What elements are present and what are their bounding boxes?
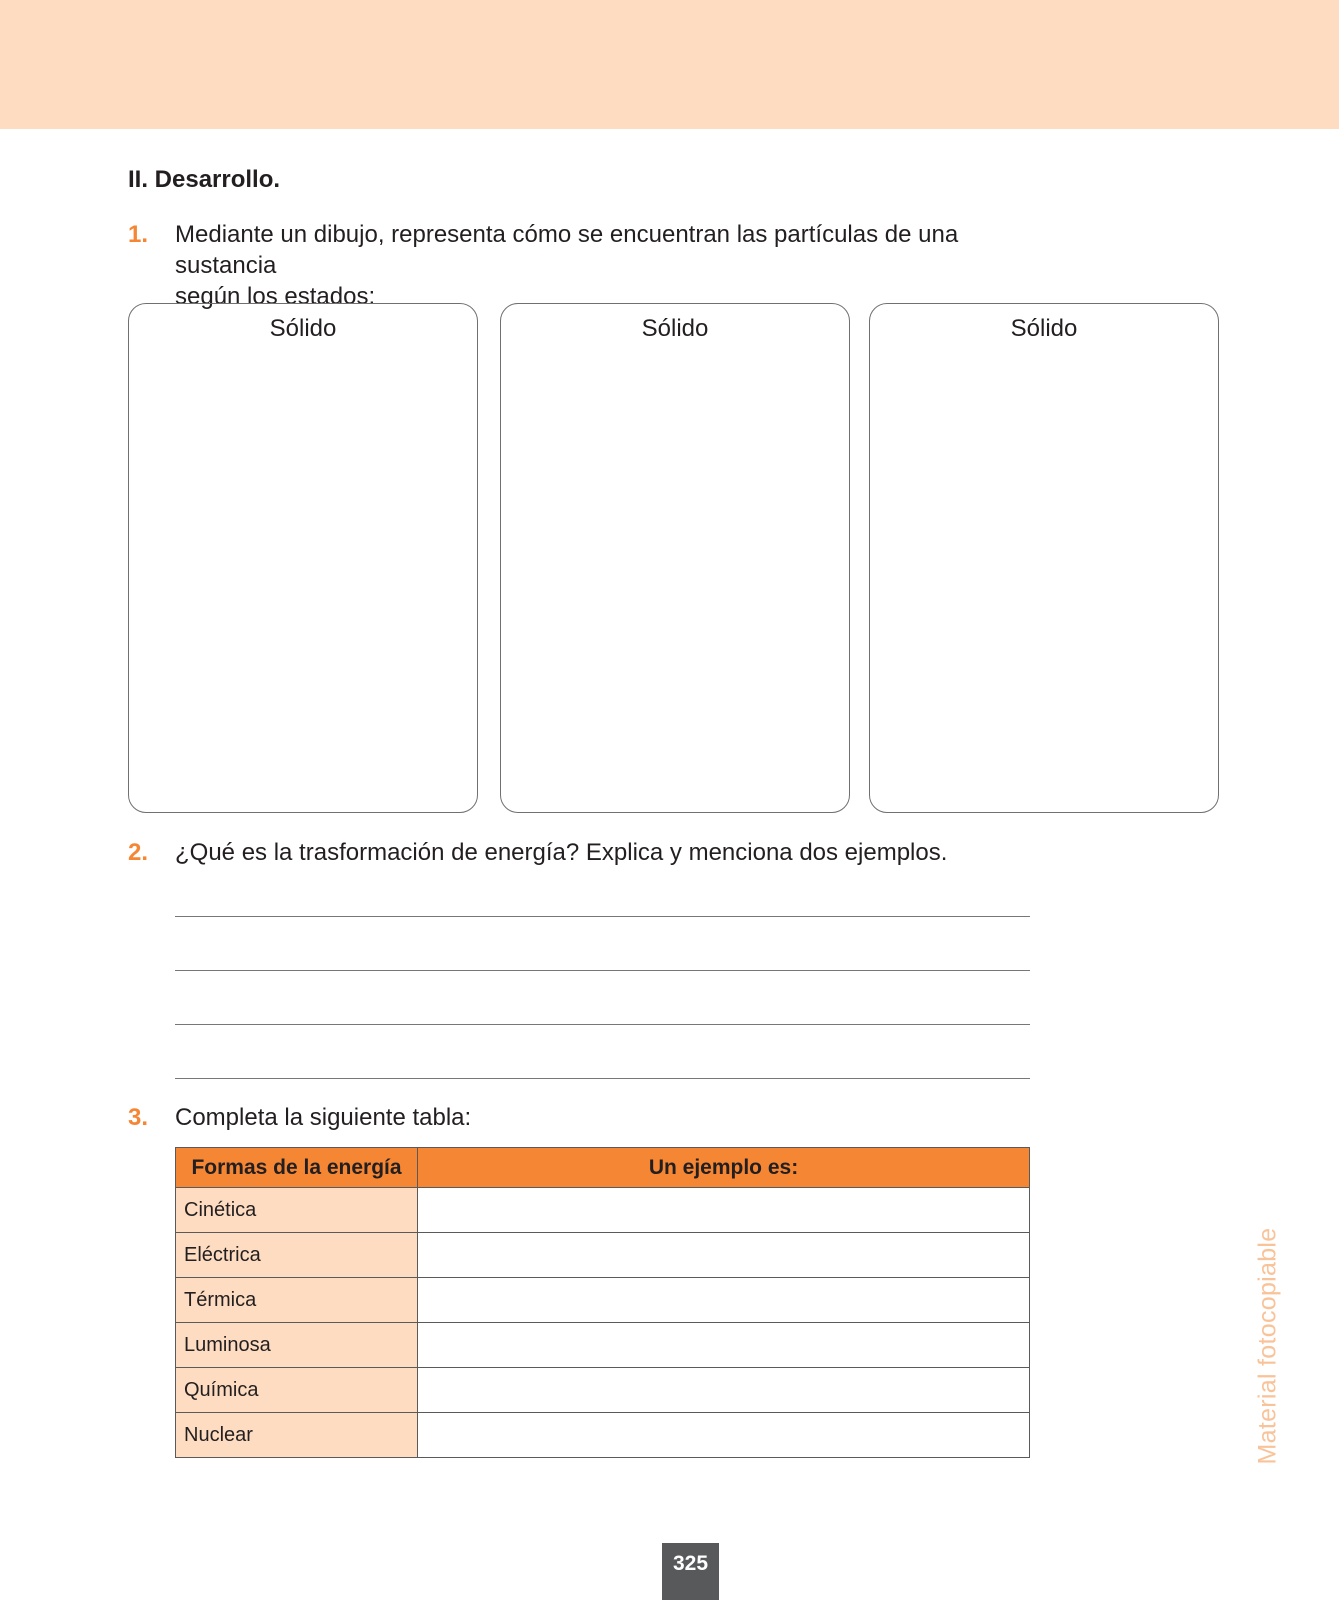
example-answer-cell[interactable] bbox=[418, 1323, 1030, 1368]
question-3-number: 3. bbox=[128, 1104, 149, 1131]
energy-form-cell: Química bbox=[176, 1368, 418, 1413]
energy-form-cell: Luminosa bbox=[176, 1323, 418, 1368]
answer-line-3[interactable] bbox=[175, 1024, 1030, 1025]
table-row bbox=[176, 1188, 1030, 1233]
header-example: Un ejemplo es: bbox=[418, 1148, 1030, 1188]
table-row bbox=[176, 1278, 1030, 1323]
question-2-text: ¿Qué es la trasformación de energía? Explica y menciona dos ejemplos. bbox=[175, 839, 948, 866]
page-number: 325 bbox=[662, 1543, 719, 1600]
table-row bbox=[176, 1368, 1030, 1413]
drawing-box-3[interactable] bbox=[869, 303, 1219, 813]
energy-form-cell: Eléctrica bbox=[176, 1233, 418, 1278]
answer-line-1[interactable] bbox=[175, 916, 1030, 917]
table-header-row bbox=[176, 1148, 1030, 1188]
header-forms: Formas de la energía bbox=[176, 1148, 418, 1188]
table-row bbox=[176, 1413, 1030, 1458]
drawing-box-label: Sólido bbox=[1010, 315, 1078, 342]
example-answer-cell[interactable] bbox=[418, 1233, 1030, 1278]
answer-line-4[interactable] bbox=[175, 1078, 1030, 1079]
drawing-box-label: Sólido bbox=[641, 315, 709, 342]
question-3-text: Completa la siguiente tabla: bbox=[175, 1104, 472, 1131]
example-answer-cell[interactable] bbox=[418, 1368, 1030, 1413]
table-row bbox=[176, 1233, 1030, 1278]
section-title: II. Desarrollo. bbox=[128, 166, 281, 193]
drawing-box-1[interactable] bbox=[128, 303, 478, 813]
energy-forms-table bbox=[175, 1147, 1030, 1458]
energy-form-cell: Térmica bbox=[176, 1278, 418, 1323]
question-1-text-line-2: según los estados: bbox=[175, 283, 376, 310]
question-2-number: 2. bbox=[128, 839, 149, 866]
energy-form-cell: Nuclear bbox=[176, 1413, 418, 1458]
table-row bbox=[176, 1323, 1030, 1368]
drawing-box-label: Sólido bbox=[269, 315, 337, 342]
side-label: Material fotocopiable bbox=[1253, 1227, 1282, 1465]
example-answer-cell[interactable] bbox=[418, 1278, 1030, 1323]
question-1-number: 1. bbox=[128, 221, 149, 248]
example-answer-cell[interactable] bbox=[418, 1188, 1030, 1233]
drawing-box-2[interactable] bbox=[500, 303, 850, 813]
energy-form-cell: Cinética bbox=[176, 1188, 418, 1233]
header-band bbox=[0, 0, 1339, 129]
answer-line-2[interactable] bbox=[175, 970, 1030, 971]
question-1-text bbox=[175, 219, 1035, 312]
question-1-text-line-1: Mediante un dibujo, representa cómo se encuentran las partículas de una sustancia bbox=[175, 221, 959, 279]
example-answer-cell[interactable] bbox=[418, 1413, 1030, 1458]
